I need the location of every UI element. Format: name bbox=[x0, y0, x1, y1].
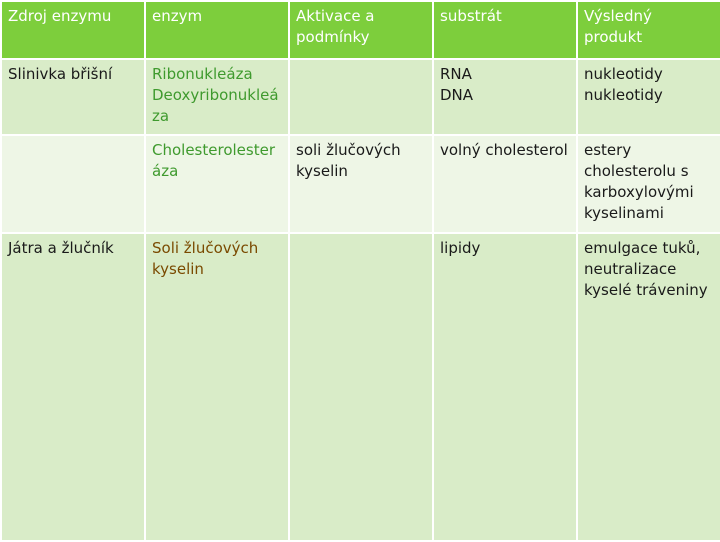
cell-source bbox=[1, 135, 145, 233]
table-row bbox=[1, 135, 720, 233]
cell-enzyme: Cholesterolesteráza bbox=[145, 135, 289, 233]
header-product: Výsledný produkt bbox=[577, 1, 720, 59]
cell-substrate: lipidy bbox=[433, 233, 577, 541]
cell-product: estery cholesterolu s karboxylovými kyselinami bbox=[577, 135, 720, 233]
header-source: Zdroj enzymu bbox=[1, 1, 145, 59]
cell-product: nukleotidy nukleotidy bbox=[577, 59, 720, 135]
cell-enzyme: Ribonukleáza Deoxyribonukleáza bbox=[145, 59, 289, 135]
header-activation: Aktivace a podmínky bbox=[289, 1, 433, 59]
cell-source: Játra a žlučník bbox=[1, 233, 145, 541]
cell-substrate: volný cholesterol bbox=[433, 135, 577, 233]
cell-activation bbox=[289, 233, 433, 541]
header-substrate: substrát bbox=[433, 1, 577, 59]
table-row bbox=[1, 233, 720, 541]
header-row bbox=[1, 1, 720, 59]
cell-activation: soli žlučových kyselin bbox=[289, 135, 433, 233]
cell-product: emulgace tuků, neutralizace kyselé tráveniny bbox=[577, 233, 720, 541]
header-enzyme: enzym bbox=[145, 1, 289, 59]
cell-source: Slinivka břišní bbox=[1, 59, 145, 135]
cell-activation bbox=[289, 59, 433, 135]
table-row bbox=[1, 59, 720, 135]
cell-substrate: RNA DNA bbox=[433, 59, 577, 135]
cell-enzyme: Soli žlučových kyselin bbox=[145, 233, 289, 541]
